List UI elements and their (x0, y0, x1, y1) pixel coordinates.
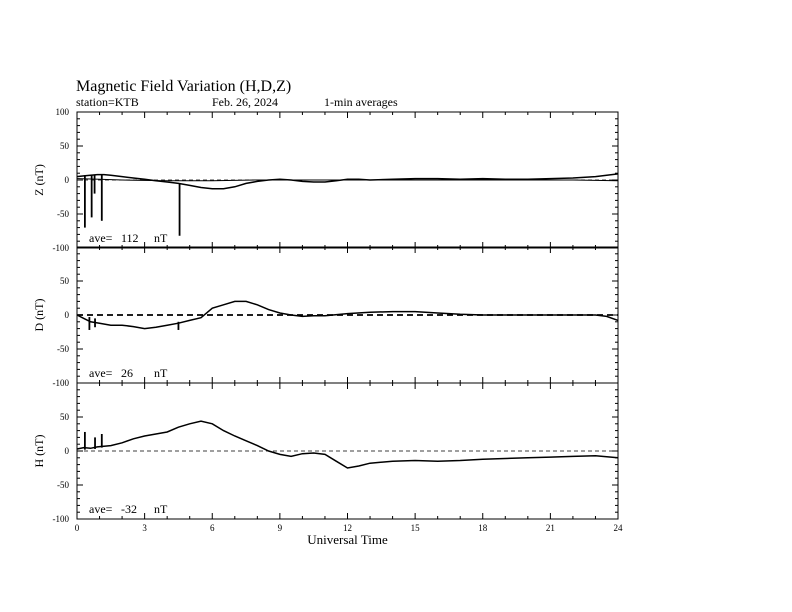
y-tick-label: 50 (60, 412, 69, 422)
d-panel (32, 247, 618, 388)
average-unit: nT (154, 231, 168, 245)
average-value: 112 (121, 231, 139, 245)
y-tick-label: 0 (64, 446, 69, 456)
y-tick-label: 100 (55, 107, 69, 117)
y-tick-label: 0 (64, 310, 69, 320)
average-unit: nT (154, 366, 168, 380)
plot-frame (77, 383, 618, 519)
average-unit: nT (154, 502, 168, 516)
z-panel (32, 107, 618, 253)
average-value: 26 (121, 366, 133, 380)
station-label: station=KTB (76, 95, 139, 109)
y-axis-label: D (nT) (32, 298, 46, 332)
y-axis-label: Z (nT) (32, 164, 46, 196)
x-tick-label: 24 (613, 523, 623, 533)
x-axis-label: Universal Time (307, 532, 388, 547)
y-tick-label: -100 (52, 514, 69, 524)
average-value: -32 (121, 502, 137, 516)
averaging-label: 1-min averages (324, 95, 398, 109)
x-tick-label: 21 (545, 523, 555, 533)
x-tick-label: 15 (410, 523, 420, 533)
x-tick-label: 12 (343, 523, 352, 533)
y-axis-label: H (nT) (32, 434, 46, 468)
y-tick-label: -50 (57, 209, 69, 219)
x-tick-label: 9 (277, 523, 283, 533)
x-tick-label: 3 (142, 523, 147, 533)
average-label: ave= (89, 231, 113, 245)
average-label: ave= (89, 502, 113, 516)
y-tick-label: 50 (60, 276, 69, 286)
series-line (77, 174, 618, 189)
x-tick-label: 18 (478, 523, 488, 533)
average-label: ave= (89, 366, 113, 380)
y-tick-label: -50 (57, 344, 69, 354)
y-tick-label: 0 (64, 175, 69, 185)
y-tick-label: 50 (60, 141, 69, 151)
h-panel (32, 383, 623, 547)
x-tick-label: 6 (210, 523, 215, 533)
y-tick-label: -100 (52, 378, 69, 388)
date-label: Feb. 26, 2024 (212, 95, 278, 109)
y-tick-label: -100 (52, 243, 69, 253)
x-tick-label: 0 (74, 523, 80, 533)
chart-title: Magnetic Field Variation (H,D,Z) (76, 78, 292, 95)
y-tick-label: -50 (57, 480, 69, 490)
series-line (77, 421, 618, 468)
